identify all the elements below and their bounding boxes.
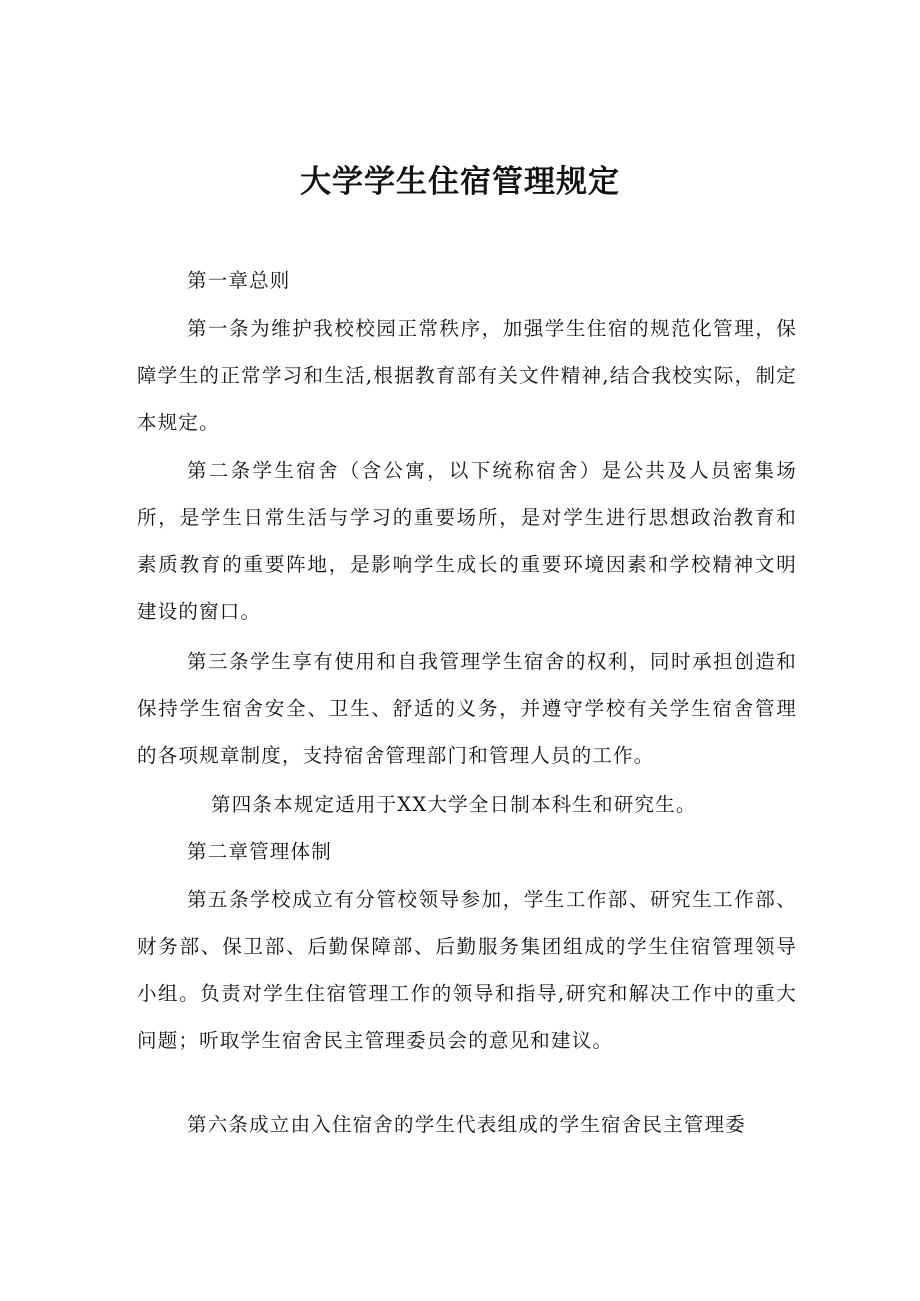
article-1: 第一条为维护我校校园正常秩序，加强学生住宿的规范化管理，保障学生的正常学习和生活,根据教育部有关文件精神,结合我校实际，制定本规定。 [137, 317, 797, 434]
chapter-2-heading: 第二章管理体制 [187, 840, 332, 863]
article-3: 第三条学生享有使用和自我管理学生宿舍的权利，同时承担创造和保持学生宿舍安全、卫生、舒适的义务，并遵守学校有关学生宿舍管理的各项规章制度，支持宿舍管理部门和管理人员的工作。 [137, 650, 797, 767]
article-4: 第四条本规定适用于XX大学全日制本科生和研究生。 [211, 793, 697, 816]
chapter-1-heading: 第一章总则 [187, 269, 291, 292]
document-title: 大学学生住宿管理规定 [300, 164, 620, 200]
article-6: 第六条成立由入住宿舍的学生代表组成的学生宿舍民主管理委 [187, 1113, 746, 1136]
article-2: 第二条学生宿舍（含公寓，以下统称宿舍）是公共及人员密集场所，是学生日常生活与学习的重要场所，是对学生进行思想政治教育和素质教育的重要阵地，是影响学生成长的重要环境因素和学校精神文明建设的窗口。 [137, 459, 797, 623]
article-5: 第五条学校成立有分管校领导参加，学生工作部、研究生工作部、财务部、保卫部、后勤保障部、后勤服务集团组成的学生住宿管理领导小组。负责对学生住宿管理工作的领导和指导,研究和解决工作中的重大问题；听取学生宿舍民主管理委员会的意见和建议。 [137, 888, 797, 1052]
